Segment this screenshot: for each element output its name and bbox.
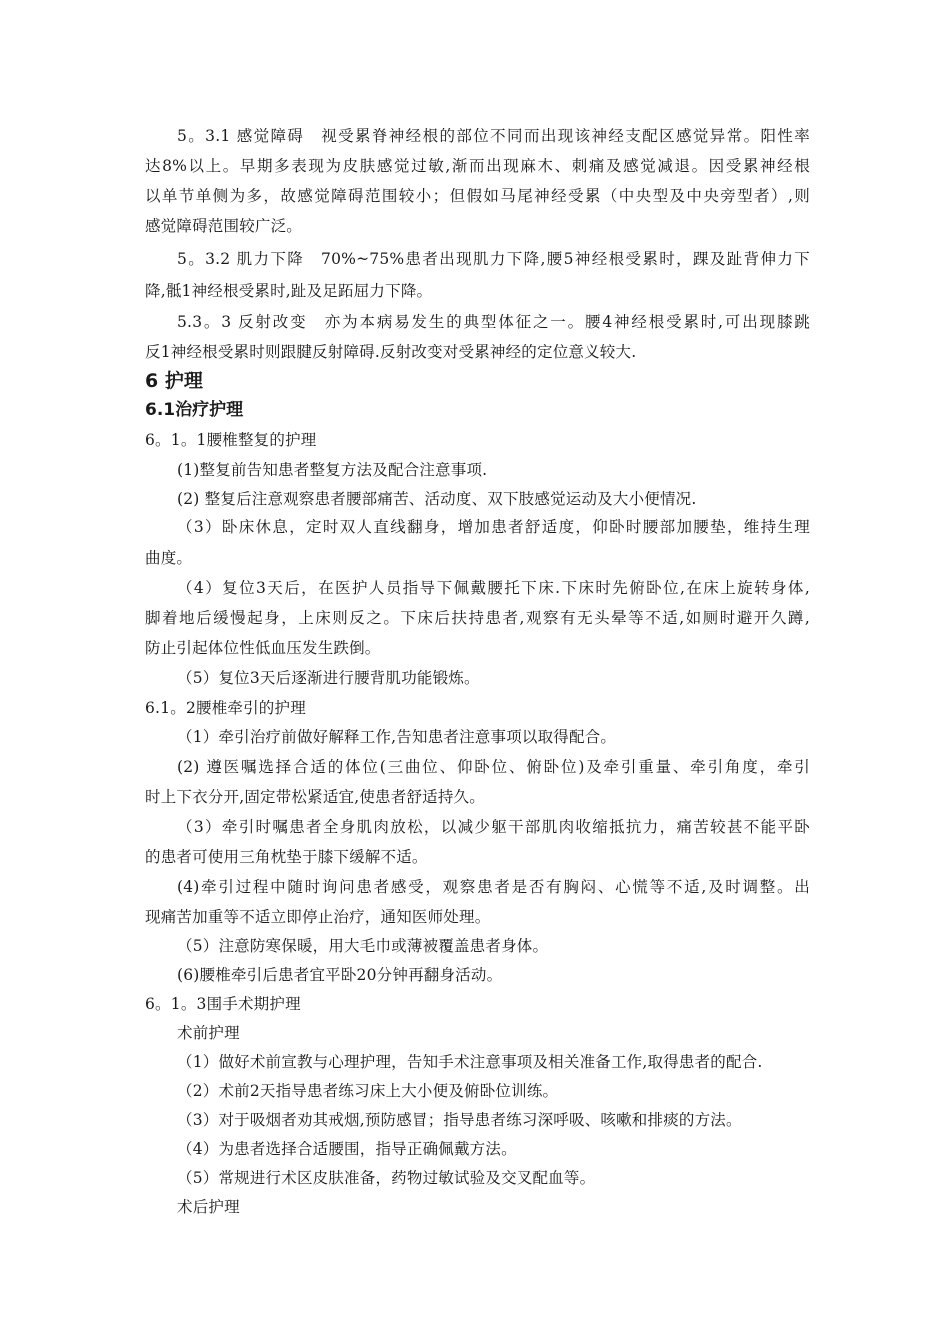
paragraph-line: 5。3.1 感觉障碍 视受累脊神经根的部位不同而出现该神经支配区感觉异常。阳性率 bbox=[177, 127, 810, 145]
paragraph-line: 降,骶1神经根受累时,趾及足跖屈力下降。 bbox=[145, 282, 433, 300]
list-item: （4）复位3天后，在医护人员指导下佩戴腰托下床.下床时先俯卧位,在床上旋转身体, bbox=[177, 579, 810, 597]
list-item: (4)牵引过程中随时询问患者感受，观察患者是否有胸闷、心慌等不适,及时调整。出 bbox=[177, 878, 810, 896]
list-item: （1）牵引治疗前做好解释工作,告知患者注意事项以取得配合。 bbox=[177, 728, 617, 746]
list-item: (1)整复前告知患者整复方法及配合注意事项. bbox=[177, 461, 488, 479]
list-item-continuation: 现痛苦加重等不适立即停止治疗，通知医师处理。 bbox=[145, 908, 491, 926]
list-item-continuation: 的患者可使用三角枕垫于膝下缓解不适。 bbox=[145, 848, 428, 866]
list-item: （5）常规进行术区皮肤准备，药物过敏试验及交叉配血等。 bbox=[177, 1169, 596, 1187]
paragraph-line: 以单节单侧为多，故感觉障碍范围较小；但假如马尾神经受累（中央型及中央旁型者）,则 bbox=[145, 187, 810, 205]
list-item: （3）卧床休息，定时双人直线翻身，增加患者舒适度，仰卧时腰部加腰垫，维持生理 bbox=[177, 518, 810, 536]
section-heading-6: 6 护理 bbox=[145, 370, 203, 392]
paragraph-line: 反1神经根受累时则跟腱反射障碍.反射改变对受累神经的定位意义较大. bbox=[145, 343, 637, 361]
list-item: （5）复位3天后逐渐进行腰背肌功能锻炼。 bbox=[177, 669, 480, 687]
section-heading-6-1: 6.1治疗护理 bbox=[145, 400, 244, 420]
postop-title: 术后护理 bbox=[177, 1198, 240, 1216]
list-item-continuation: 防止引起体位性低血压发生跌倒。 bbox=[145, 639, 381, 657]
list-item-continuation: 曲度。 bbox=[145, 549, 193, 567]
paragraph-line: 5.3。3 反射改变 亦为本病易发生的典型体征之一。腰4神经根受累时,可出现膝跳 bbox=[177, 313, 810, 331]
list-item: （3）牵引时嘱患者全身肌肉放松，以减少躯干部肌肉收缩抵抗力，痛苦较甚不能平卧 bbox=[177, 818, 810, 836]
list-item: （3）对于吸烟者劝其戒烟,预防感冒；指导患者练习深呼吸、咳嗽和排痰的方法。 bbox=[177, 1111, 742, 1129]
subsection-title: 6.1。2腰椎牵引的护理 bbox=[145, 699, 306, 717]
list-item: （2）术前2天指导患者练习床上大小便及俯卧位训练。 bbox=[177, 1082, 559, 1100]
preop-title: 术前护理 bbox=[177, 1024, 240, 1042]
list-item: （5）注意防寒保暖，用大毛巾或薄被覆盖患者身体。 bbox=[177, 937, 549, 955]
subsection-title: 6。1。3围手术期护理 bbox=[145, 995, 301, 1013]
list-item: (2) 遵医嘱选择合适的体位(三曲位、仰卧位、俯卧位)及牵引重量、牵引角度，牵引 bbox=[177, 758, 810, 776]
list-item: (6)腰椎牵引后患者宜平卧20分钟再翻身活动。 bbox=[177, 966, 503, 984]
list-item: （4）为患者选择合适腰围，指导正确佩戴方法。 bbox=[177, 1140, 517, 1158]
paragraph-line: 达8%以上。早期多表现为皮肤感觉过敏,渐而出现麻木、刺痛及感觉减退。因受累神经根 bbox=[145, 157, 810, 175]
list-item: （1）做好术前宣教与心理护理，告知手术注意事项及相关准备工作,取得患者的配合. bbox=[177, 1053, 763, 1071]
list-item-continuation: 时上下衣分开,固定带松紧适宜,使患者舒适持久。 bbox=[145, 788, 485, 806]
subsection-title: 6。1。1腰椎整复的护理 bbox=[145, 431, 317, 449]
list-item-continuation: 脚着地后缓慢起身，上床则反之。下床后扶持患者,观察有无头晕等不适,如厕时避开久蹲, bbox=[145, 609, 810, 627]
paragraph-line: 感觉障碍范围较广泛。 bbox=[145, 217, 303, 235]
paragraph-line: 5。3.2 肌力下降 70%~75%患者出现肌力下降,腰5神经根受累时，踝及趾背伸力下 bbox=[177, 250, 810, 268]
list-item: (2) 整复后注意观察患者腰部痛苦、活动度、双下肢感觉运动及大小便情况. bbox=[177, 490, 697, 508]
